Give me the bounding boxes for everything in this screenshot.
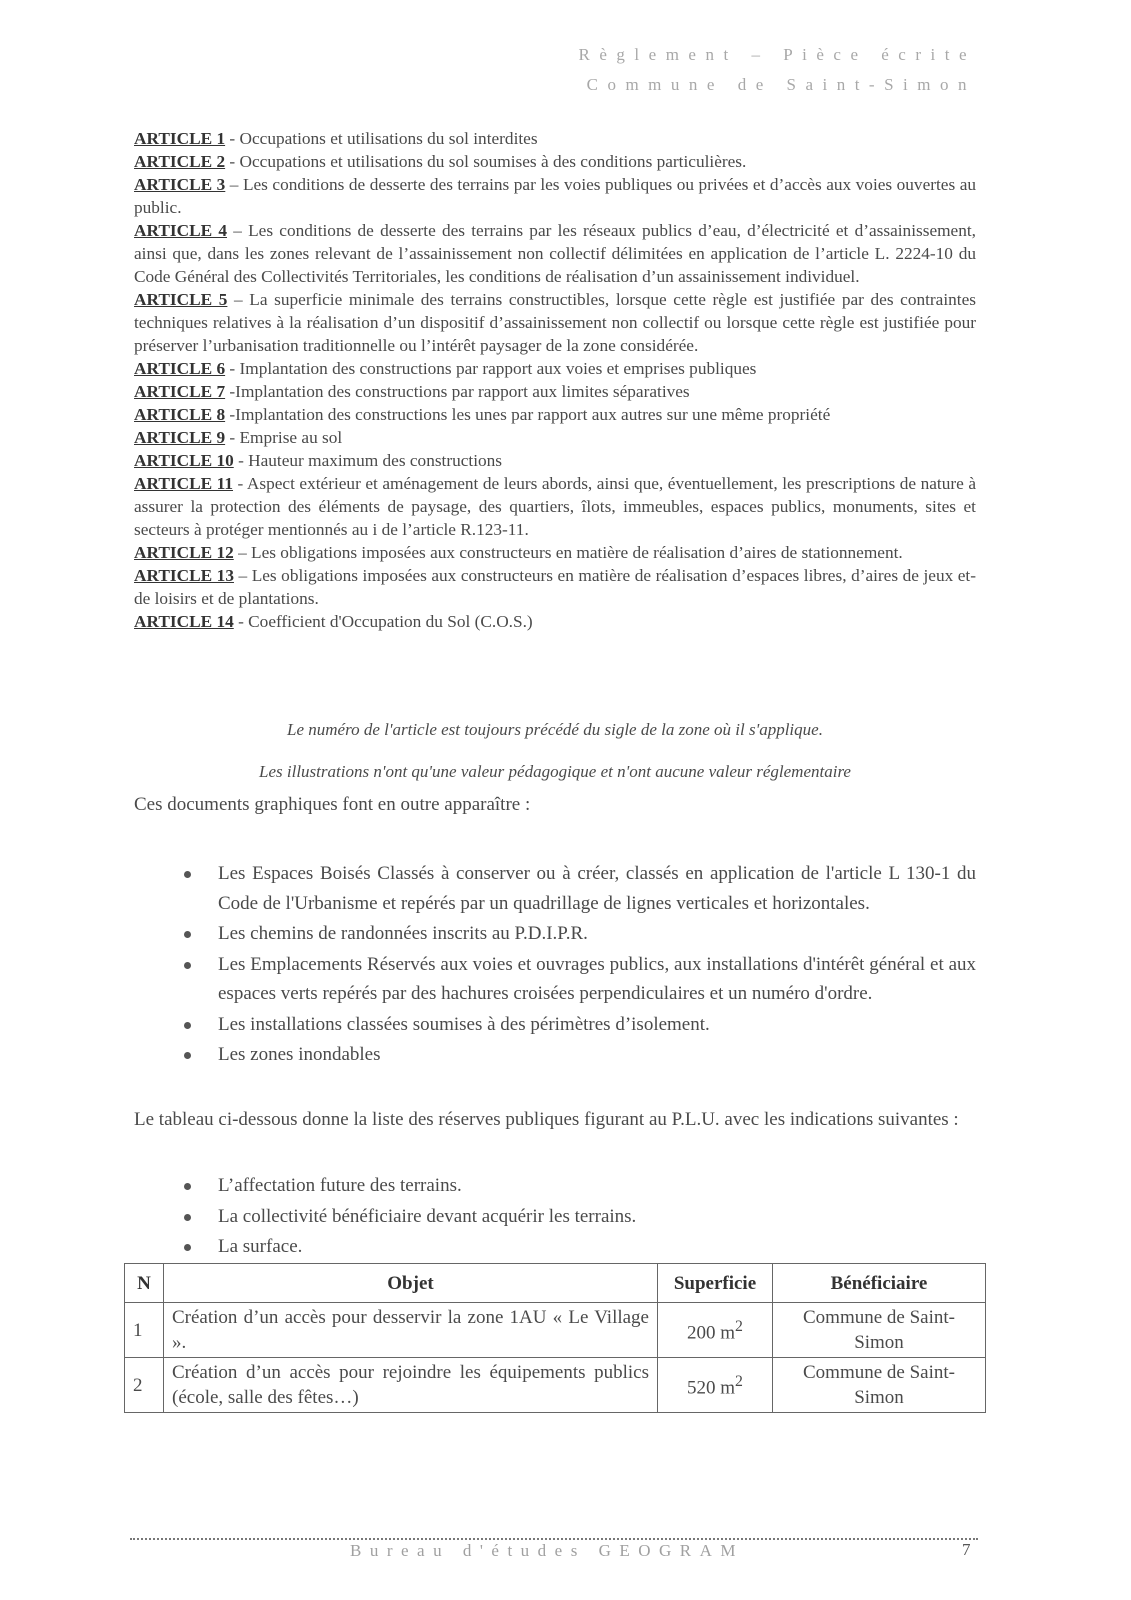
bullet-icon [184, 1183, 191, 1190]
cell-beneficiaire: Commune de Saint-Simon [773, 1303, 986, 1358]
article-text: - Coefficient d'Occupation du Sol (C.O.S.) [233, 612, 533, 631]
article-label: ARTICLE 5 [134, 290, 228, 309]
table-indications-list [134, 1171, 976, 1263]
list-item-text: Les Espaces Boisés Classés à conserver ou à créer, classés en application de l'article L 130-1 du Code de l'Urbanisme et repérés par un quadrillage de lignes verticales et horizontales. [218, 863, 976, 914]
bullet-icon [184, 1214, 191, 1221]
article-label: ARTICLE 11 [134, 474, 234, 493]
article-item [134, 564, 976, 610]
article-item [134, 541, 976, 564]
article-text: – Les conditions de desserte des terrains par les réseaux publics d’eau, d’électricité et d’assainissement, ainsi que, dans les zones relevant de l’assainissement non collectif délimitées en application de l’article L. 2224-10 du Code Général des Collectivités Territoriales, les conditions de réalisation d’un assainissement individuel. [134, 221, 976, 286]
article-label: ARTICLE 9 [134, 428, 226, 447]
cell-n: 1 [125, 1303, 164, 1358]
article-text: - Emprise au sol [225, 428, 343, 447]
superficie-exponent: 2 [735, 1318, 743, 1336]
list-item-text: Les chemins de randonnées inscrits au P.D.I.P.R. [218, 923, 588, 944]
article-item [134, 472, 976, 541]
superficie-value: 200 m [687, 1322, 736, 1344]
cell-beneficiaire: Commune de Saint-Simon [773, 1358, 986, 1413]
article-item [134, 380, 976, 403]
bullet-icon [184, 1022, 191, 1029]
article-item [134, 449, 976, 472]
cell-superficie [658, 1358, 773, 1413]
article-text: – Les conditions de desserte des terrains par les voies publiques ou privées et d’accès aux voies ouvertes au public. [134, 175, 977, 217]
article-item [134, 288, 976, 357]
footer-company: Bureau d'études GEOGRAM [350, 1541, 745, 1560]
list-item-text: Les installations classées soumises à des périmètres d’isolement. [218, 1013, 710, 1035]
article-item [134, 357, 976, 380]
list-item [134, 950, 976, 1009]
page-number: 7 [962, 1540, 971, 1559]
list-item-text: La surface. [218, 1236, 303, 1257]
reserves-table-intro: Le tableau ci-dessous donne la liste des réserves publiques figurant au P.L.U. avec les indications suivantes : [134, 1109, 959, 1130]
list-item [134, 1202, 976, 1232]
graphic-documents-list [134, 859, 976, 1071]
footer-divider [130, 1538, 978, 1540]
public-reserves-table [124, 1263, 986, 1413]
article-item [134, 219, 976, 288]
cell-objet: Création d’un accès pour rejoindre les équipements publics (école, salle des fêtes…) [164, 1358, 658, 1413]
column-header-superficie: Superficie [658, 1264, 773, 1303]
column-header-n: N [125, 1264, 164, 1303]
list-item [134, 859, 976, 918]
bullet-icon [184, 871, 191, 878]
table-header-row [125, 1264, 986, 1303]
article-text: - Occupations et utilisations du sol soumises à des conditions particulières. [225, 152, 747, 171]
bullet-icon [184, 931, 191, 938]
article-item [134, 150, 976, 173]
article-item [134, 173, 976, 219]
article-text: – La superficie minimale des terrains constructibles, lorsque cette règle est justifiée par des contraintes techniques relatives à la réalisation d’un dispositif d’assainissement non collectif ou lorsque cette règle est justifiée pour préserver l’urbanisation traditionnelle ou l’intérêt paysager de la zone considérée. [134, 290, 976, 355]
article-label: ARTICLE 12 [134, 543, 234, 562]
bullet-icon [184, 962, 191, 969]
cell-superficie [658, 1303, 773, 1358]
illustrations-disclaimer: Les illustrations n'ont qu'une valeur pédagogique et n'ont aucune valeur réglementaire [259, 762, 851, 781]
articles-list [134, 127, 976, 633]
list-item-text: La collectivité bénéficiaire devant acquérir les terrains. [218, 1205, 637, 1227]
article-item [134, 403, 976, 426]
list-item [134, 1171, 976, 1201]
article-label: ARTICLE 1 [134, 129, 226, 148]
list-item-text: Les zones inondables [218, 1044, 381, 1065]
list-item-text: L’affectation future des terrains. [218, 1175, 462, 1196]
article-label: ARTICLE 10 [134, 451, 234, 470]
article-label: ARTICLE 2 [134, 152, 226, 171]
cell-n: 2 [125, 1358, 164, 1413]
article-label: ARTICLE 4 [134, 221, 228, 240]
graphic-documents-intro: Ces documents graphiques font en outre apparaître : [134, 794, 531, 815]
list-item [134, 1232, 976, 1262]
bullet-icon [184, 1052, 191, 1059]
article-label: ARTICLE 6 [134, 359, 226, 378]
list-item [134, 1040, 976, 1070]
list-item [134, 1010, 976, 1040]
list-item-text: Les Emplacements Réservés aux voies et ouvrages publics, aux installations d'intérêt général et aux espaces verts repérés par des hachures croisées perpendiculaires et un numéro d'ordre. [218, 953, 976, 1004]
article-numbering-note: Le numéro de l'article est toujours précédé du sigle de la zone où il s'applique. [287, 720, 823, 739]
superficie-value: 520 m [687, 1377, 736, 1399]
superficie-exponent: 2 [735, 1373, 743, 1391]
article-label: ARTICLE 8 [134, 405, 226, 424]
list-item [134, 919, 976, 949]
cell-objet: Création d’un accès pour desservir la zone 1AU « Le Village ». [164, 1303, 658, 1358]
article-text: -Implantation des constructions les unes par rapport aux autres sur une même propriété [225, 405, 831, 424]
article-text: - Occupations et utilisations du sol interdites [225, 129, 538, 148]
article-text: -Implantation des constructions par rapport aux limites séparatives [225, 382, 690, 401]
column-header-objet: Objet [164, 1264, 658, 1303]
article-item [134, 127, 976, 150]
table-row [125, 1303, 986, 1358]
article-text: – Les obligations imposées aux constructeurs en matière de réalisation d’espaces libres, d’aires de jeux et- de loisirs et de plantations. [134, 566, 976, 608]
article-text: – Les obligations imposées aux constructeurs en matière de réalisation d’aires de stationnement. [233, 543, 903, 562]
column-header-beneficiaire: Bénéficiaire [773, 1264, 986, 1303]
header-commune: Commune de Saint-Simon [586, 75, 976, 94]
header-document-title: Règlement – Pièce écrite [578, 45, 976, 64]
table-row [125, 1358, 986, 1413]
article-label: ARTICLE 3 [134, 175, 226, 194]
article-text: - Hauteur maximum des constructions [233, 451, 503, 470]
article-text: - Implantation des constructions par rapport aux voies et emprises publiques [225, 359, 757, 378]
article-text: - Aspect extérieur et aménagement de leurs abords, ainsi que, éventuellement, les prescriptions de nature à assurer la protection des éléments de paysage, des quartiers, îlots, immeubles, espaces publics, monuments, sites et secteurs à protéger mentionnés au i de l’article R.123-11. [134, 474, 976, 539]
bullet-icon [184, 1244, 191, 1251]
article-label: ARTICLE 13 [134, 566, 234, 585]
article-item [134, 426, 976, 449]
page-header [579, 40, 976, 100]
article-label: ARTICLE 7 [134, 382, 226, 401]
article-label: ARTICLE 14 [134, 612, 234, 631]
article-item [134, 610, 976, 633]
